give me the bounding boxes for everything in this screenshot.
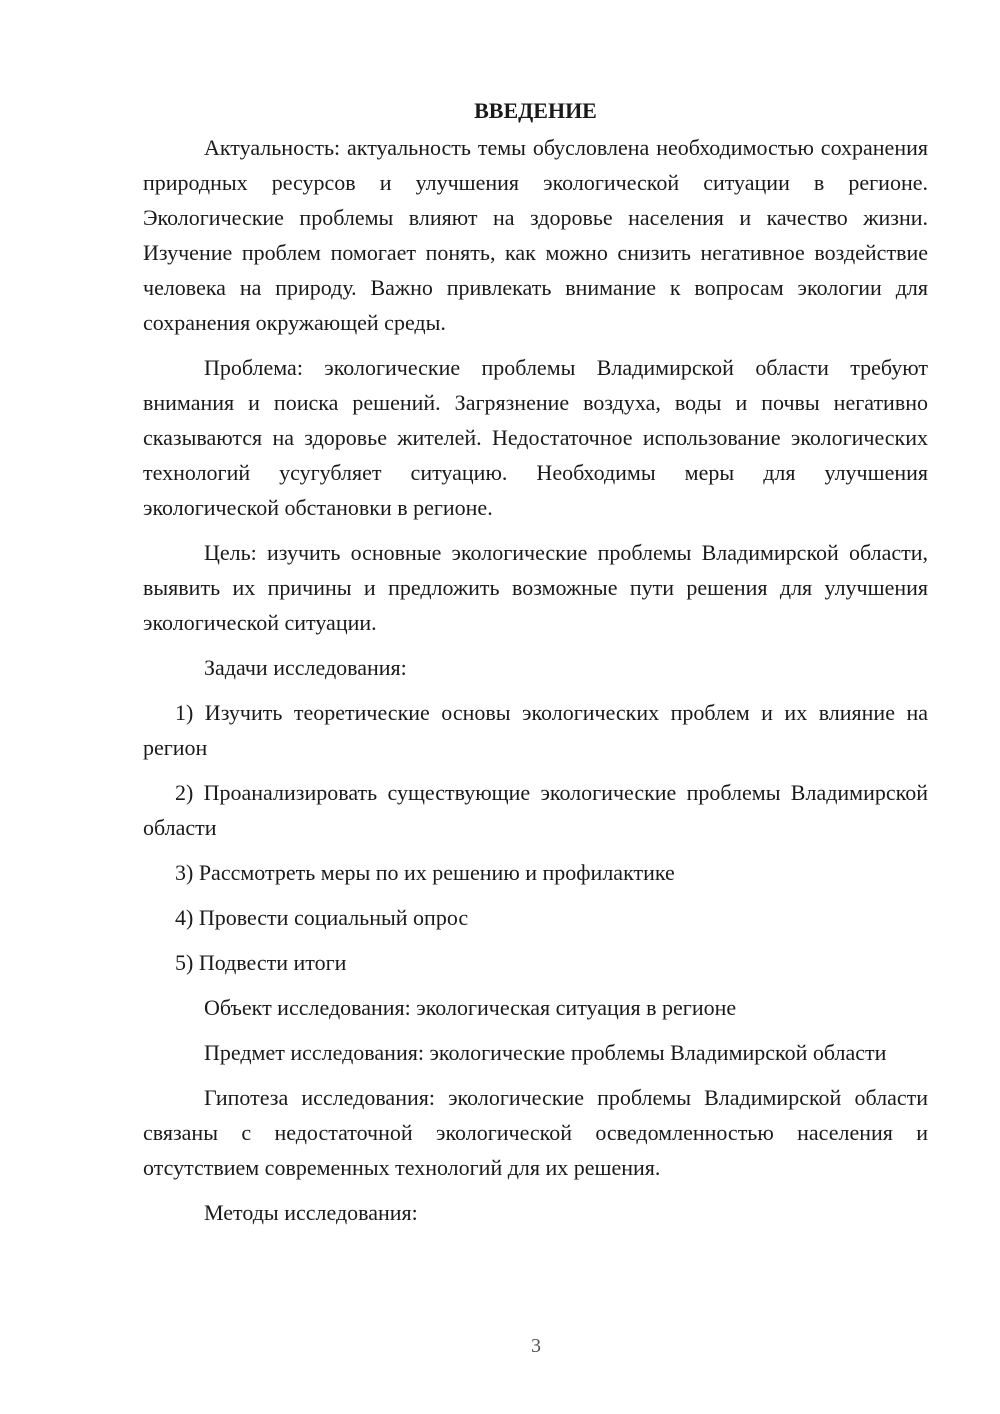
paragraph-hypothesis: Гипотеза исследования: экологические проблемы Владимирской области связаны с недостаточной экологической осведомленностью населения и отсутствием современных технологий для их решения. xyxy=(143,1085,928,1180)
task-item-4: 4) Провести социальный опрос xyxy=(175,905,469,930)
methods-heading: Методы исследования: xyxy=(204,1200,418,1225)
paragraph-subject: Предмет исследования: экологические проблемы Владимирской области xyxy=(204,1040,887,1065)
page-number: 3 xyxy=(531,1335,541,1357)
document-title: ВВЕДЕНИЕ xyxy=(474,98,597,123)
task-item-3: 3) Рассмотреть меры по их решению и профилактике xyxy=(175,860,675,885)
tasks-heading: Задачи исследования: xyxy=(204,655,407,680)
document-body xyxy=(143,93,928,1240)
paragraph-goal: Цель: изучить основные экологические проблемы Владимирской области, выявить их причины и предложить возможные пути решения для улучшения экологической ситуации. xyxy=(143,540,928,635)
paragraph-relevance: Актуальность: актуальность темы обусловлена необходимостью сохранения природных ресурсов и улучшения экологической ситуации в регионе. Экологические проблемы влияют на здоровье населения и качество жизни. Изучение проблем помогает понять, как можно снизить негативное воздействие человека на природу. Важно привлекать внимание к вопросам экологии для сохранения окружающей среды. xyxy=(143,135,928,335)
paragraph-problem: Проблема: экологические проблемы Владимирской области требуют внимания и поиска решений. Загрязнение воздуха, воды и почвы негативно сказываются на здоровье жителей. Недостаточное использование экологических технологий усугубляет ситуацию. Необходимы меры для улучшения экологической обстановки в регионе. xyxy=(143,355,928,520)
task-item-5: 5) Подвести итоги xyxy=(175,950,347,975)
paragraph-object: Объект исследования: экологическая ситуация в регионе xyxy=(204,995,737,1020)
task-item-1: 1) Изучить теоретические основы экологических проблем и их влияние на регион xyxy=(143,700,928,760)
task-item-2: 2) Проанализировать существующие экологические проблемы Владимирской области xyxy=(143,780,928,840)
